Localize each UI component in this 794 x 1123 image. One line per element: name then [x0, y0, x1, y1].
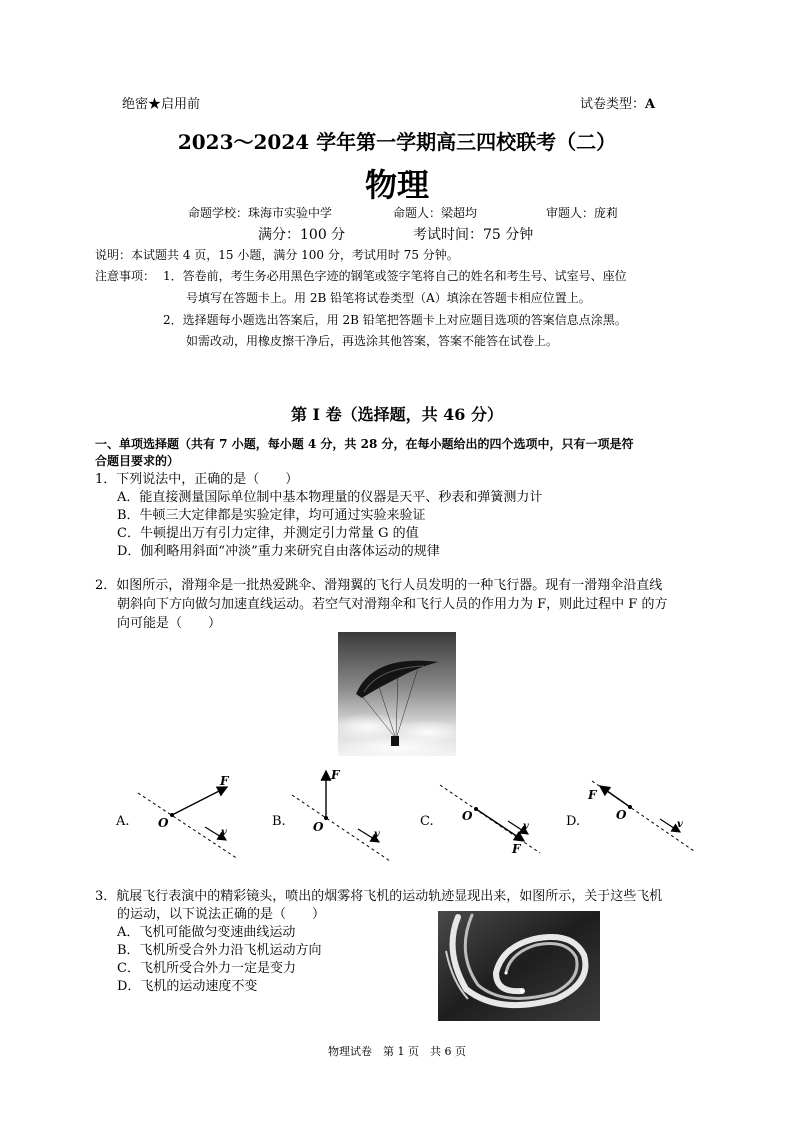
a-origin-label: O	[158, 816, 169, 830]
q2-line3: 向可能是（ ）	[117, 616, 222, 631]
q1-option-a: A．能直接测量国际单位制中基本物理量的仪器是天平、秒表和弹簧测力计	[117, 490, 543, 505]
a-trajectory-line	[138, 793, 238, 859]
a-force-label: F	[220, 774, 229, 788]
paraglider-photo	[338, 632, 456, 756]
instructions-attention-label: 注意事项：	[95, 269, 156, 283]
confidential-mark: 绝密★启用前	[122, 97, 201, 112]
q1-option-c: C．牛顿提出万有引力定律，并测定引力常量 G 的值	[117, 526, 419, 541]
q3-line2: 的运动，以下说法正确的是（ ）	[117, 907, 326, 922]
q3-line1: 3．航展飞行表演中的精彩镜头，喷出的烟雾将飞机的运动轨迹显现出来，如图所示，关于这些飞机	[95, 889, 663, 904]
q1-stem: 1．下列说法中，正确的是（ ）	[95, 472, 299, 487]
paper-type	[580, 96, 655, 113]
c-force-arrow	[476, 809, 524, 841]
option-c-label: C.	[420, 814, 434, 829]
q2-line2: 朝斜向下方向做匀加速直线运动。若空气对滑翔伞和飞行人员的作用力为 F，则此过程中 F 的方	[117, 597, 668, 612]
q3-option-d: D．飞机的运动速度不变	[117, 979, 258, 994]
d-velocity-label: v	[677, 819, 683, 830]
d-force-label: F	[588, 788, 597, 802]
paper-type-label: 试卷类型：	[580, 97, 646, 112]
q2-force-diagrams	[100, 765, 700, 865]
subject-title: 物理	[364, 166, 429, 204]
a-velocity-label: v	[221, 827, 227, 838]
section1-heading-line1: 一、单项选择题（共有 7 小题，每小题 4 分，共 28 分，在每小题给出的四个选项中，只有一项是符	[95, 437, 634, 451]
c-force-label: F	[512, 842, 521, 856]
b-trajectory-line	[292, 795, 390, 861]
q1-option-b: B．牛顿三大定律都是实验定律，均可通过实验来验证	[117, 508, 426, 523]
b-velocity-label: v	[374, 829, 380, 840]
b-origin-label: O	[313, 820, 324, 834]
paraglider-image	[338, 632, 456, 756]
meta-author: 命题人：梁超均	[393, 206, 478, 220]
a-force-arrow	[172, 787, 227, 815]
airshow-smoke-photo	[438, 911, 600, 1021]
option-b-label: B.	[272, 814, 286, 829]
page-footer: 物理试卷 第 1 页 共 6 页	[328, 1045, 466, 1058]
instructions-item2-line2: 如需改动，用橡皮擦干净后，再选涂其他答案，答案不能答在试卷上。	[186, 334, 559, 348]
meta-reviewer: 审题人：庞莉	[546, 206, 619, 220]
instructions-item1-line2: 号填写在答题卡上。用 2B 铅笔将试卷类型（A）填涂在答题卡相应位置上。	[186, 291, 591, 305]
section1-heading-line2: 合题目要求的）	[95, 454, 180, 468]
meta-school: 命题学校：珠海市实验中学	[188, 206, 333, 220]
airshow-smoke-image	[438, 911, 600, 1021]
meta-exam-time: 考试时间：75 分钟	[413, 227, 534, 243]
paper-type-value: A	[645, 97, 656, 112]
q3-option-a: A．飞机可能做匀变速曲线运动	[117, 925, 296, 940]
d-force-arrow	[600, 786, 630, 807]
q3-option-c: C．飞机所受合外力一定是变力	[117, 961, 296, 976]
c-origin-label: O	[462, 809, 473, 823]
option-a-label: A.	[116, 814, 130, 829]
q2-line1: 2．如图所示，滑翔伞是一批热爱跳伞、滑翔翼的飞行人员发明的一种飞行器。现有一滑翔伞沿直线	[95, 578, 663, 593]
instructions-item1-line1: 1．答卷前，考生务必用黑色字迹的钢笔或签字笔将自己的姓名和考生号、试室号、座位	[163, 269, 627, 283]
meta-full-score: 满分：100 分	[258, 227, 346, 243]
d-origin-label: O	[616, 808, 627, 822]
c-velocity-label: v	[523, 821, 529, 832]
q1-option-d: D．伽利略用斜面“冲淡”重力来研究自由落体运动的规律	[117, 544, 440, 559]
instructions-note: 说明：本试题共 4 页，15 小题，满分 100 分，考试用时 75 分钟。	[95, 248, 459, 262]
q3-option-b: B．飞机所受合外力沿飞机运动方向	[117, 943, 322, 958]
instructions-item2-line1: 2．选择题每小题选出答案后，用 2B 铅笔把答题卡上对应题目选项的答案信息点涂黑。	[163, 313, 627, 327]
part1-title: 第 I 卷（选择题，共 46 分）	[290, 405, 504, 424]
b-force-label: F	[331, 768, 340, 782]
exam-title: 2023～2024 学年第一学期高三四校联考（二）	[177, 130, 617, 154]
option-d-label: D.	[566, 814, 581, 829]
